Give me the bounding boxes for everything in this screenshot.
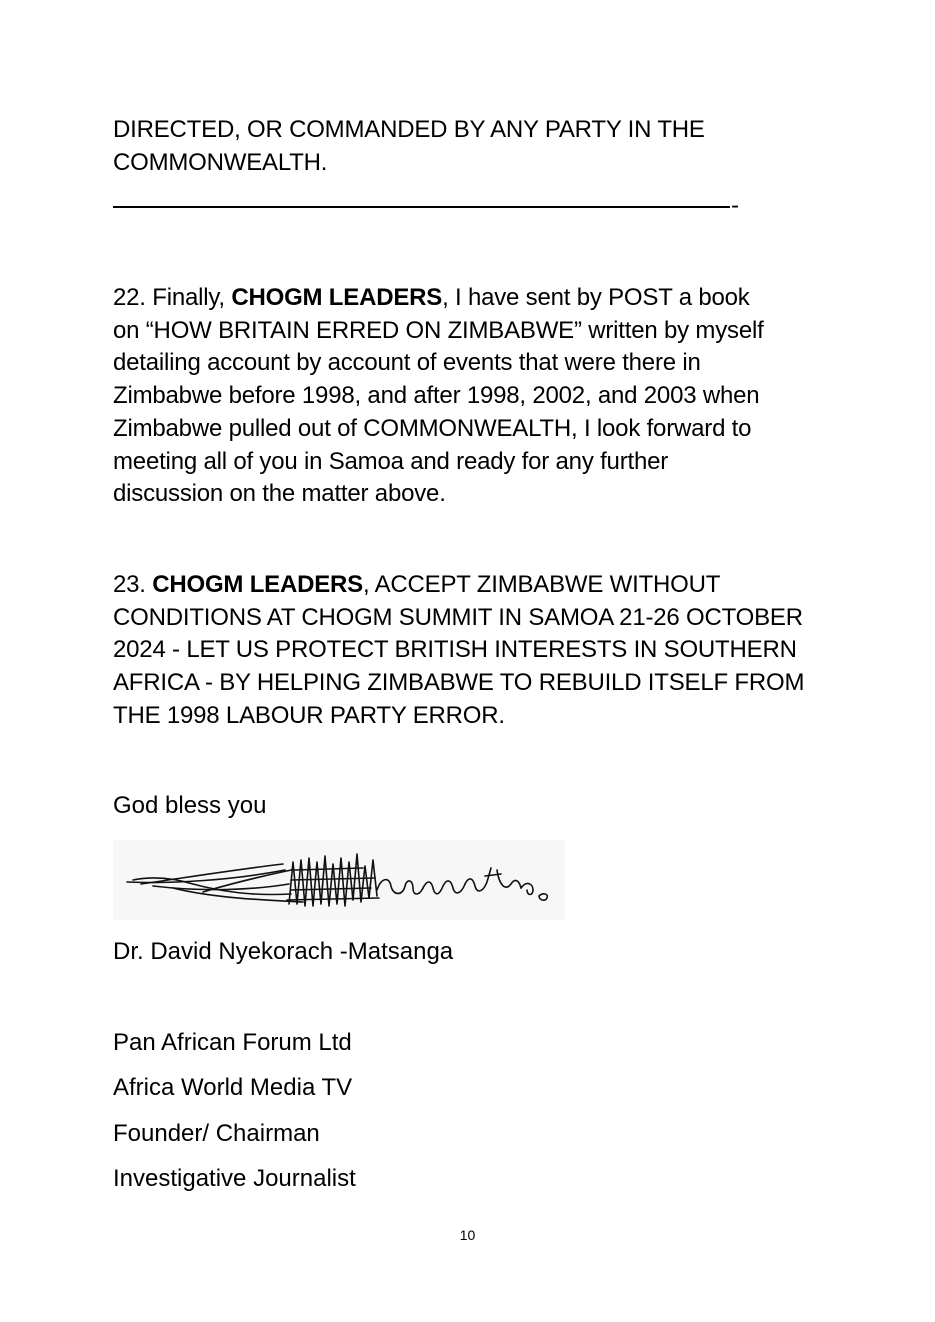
signatory-name: Dr. David Nyekorach -Matsanga <box>113 938 454 965</box>
text-line: detailing account by account of events that were there in <box>113 349 701 377</box>
text-line: Zimbabwe pulled out of COMMONWEALTH, I look forward to <box>113 414 752 442</box>
para-suffix: , I have sent by POST a book <box>442 284 750 311</box>
horizontal-rule <box>113 206 730 208</box>
text-line: CONDITIONS AT CHOGM SUMMIT IN SAMOA 21-26 OCTOBER <box>113 603 803 631</box>
para-prefix: 22. Finally, <box>113 284 232 311</box>
continuation-text <box>113 114 833 179</box>
title-line: Investigative Journalist <box>113 1165 356 1192</box>
text-line: DIRECTED, OR COMMANDED BY ANY PARTY IN THE <box>113 116 705 143</box>
text-line: on “HOW BRITAIN ERRED ON ZIMBABWE” written by myself <box>113 316 764 344</box>
title-line: Pan African Forum Ltd <box>113 1029 352 1056</box>
title-line: Founder/ Chairman <box>113 1120 320 1147</box>
signature-icon <box>113 840 565 920</box>
text-line: meeting all of you in Samoa and ready for any further <box>113 447 669 475</box>
text-line: Zimbabwe before 1998, and after 1998, 2002, and 2003 when <box>113 382 760 410</box>
text-line: 2024 - LET US PROTECT BRITISH INTERESTS IN SOUTHERN <box>113 636 797 664</box>
title-line: Africa World Media TV <box>113 1074 353 1101</box>
rule-tail: - <box>731 192 739 219</box>
para-suffix: , ACCEPT ZIMBABWE WITHOUT <box>362 571 721 598</box>
text-line: COMMONWEALTH. <box>113 148 328 176</box>
text-line: THE 1998 LABOUR PARTY ERROR. <box>113 701 505 729</box>
text-line: AFRICA - BY HELPING ZIMBABWE TO REBUILD ITSELF FROM <box>113 669 805 697</box>
bold-addressee: CHOGM LEADERS <box>231 284 443 311</box>
closing-text: God bless you <box>113 792 267 819</box>
bold-addressee: CHOGM LEADERS <box>152 571 363 598</box>
text-line <box>113 569 833 602</box>
text-line <box>113 282 833 315</box>
text-line: discussion on the matter above. <box>113 480 446 508</box>
paragraph-23 <box>113 569 833 733</box>
para-prefix: 23. <box>113 571 153 598</box>
paragraph-22 <box>113 282 833 511</box>
page-number: 10 <box>459 1227 476 1243</box>
signature-image <box>113 840 565 920</box>
